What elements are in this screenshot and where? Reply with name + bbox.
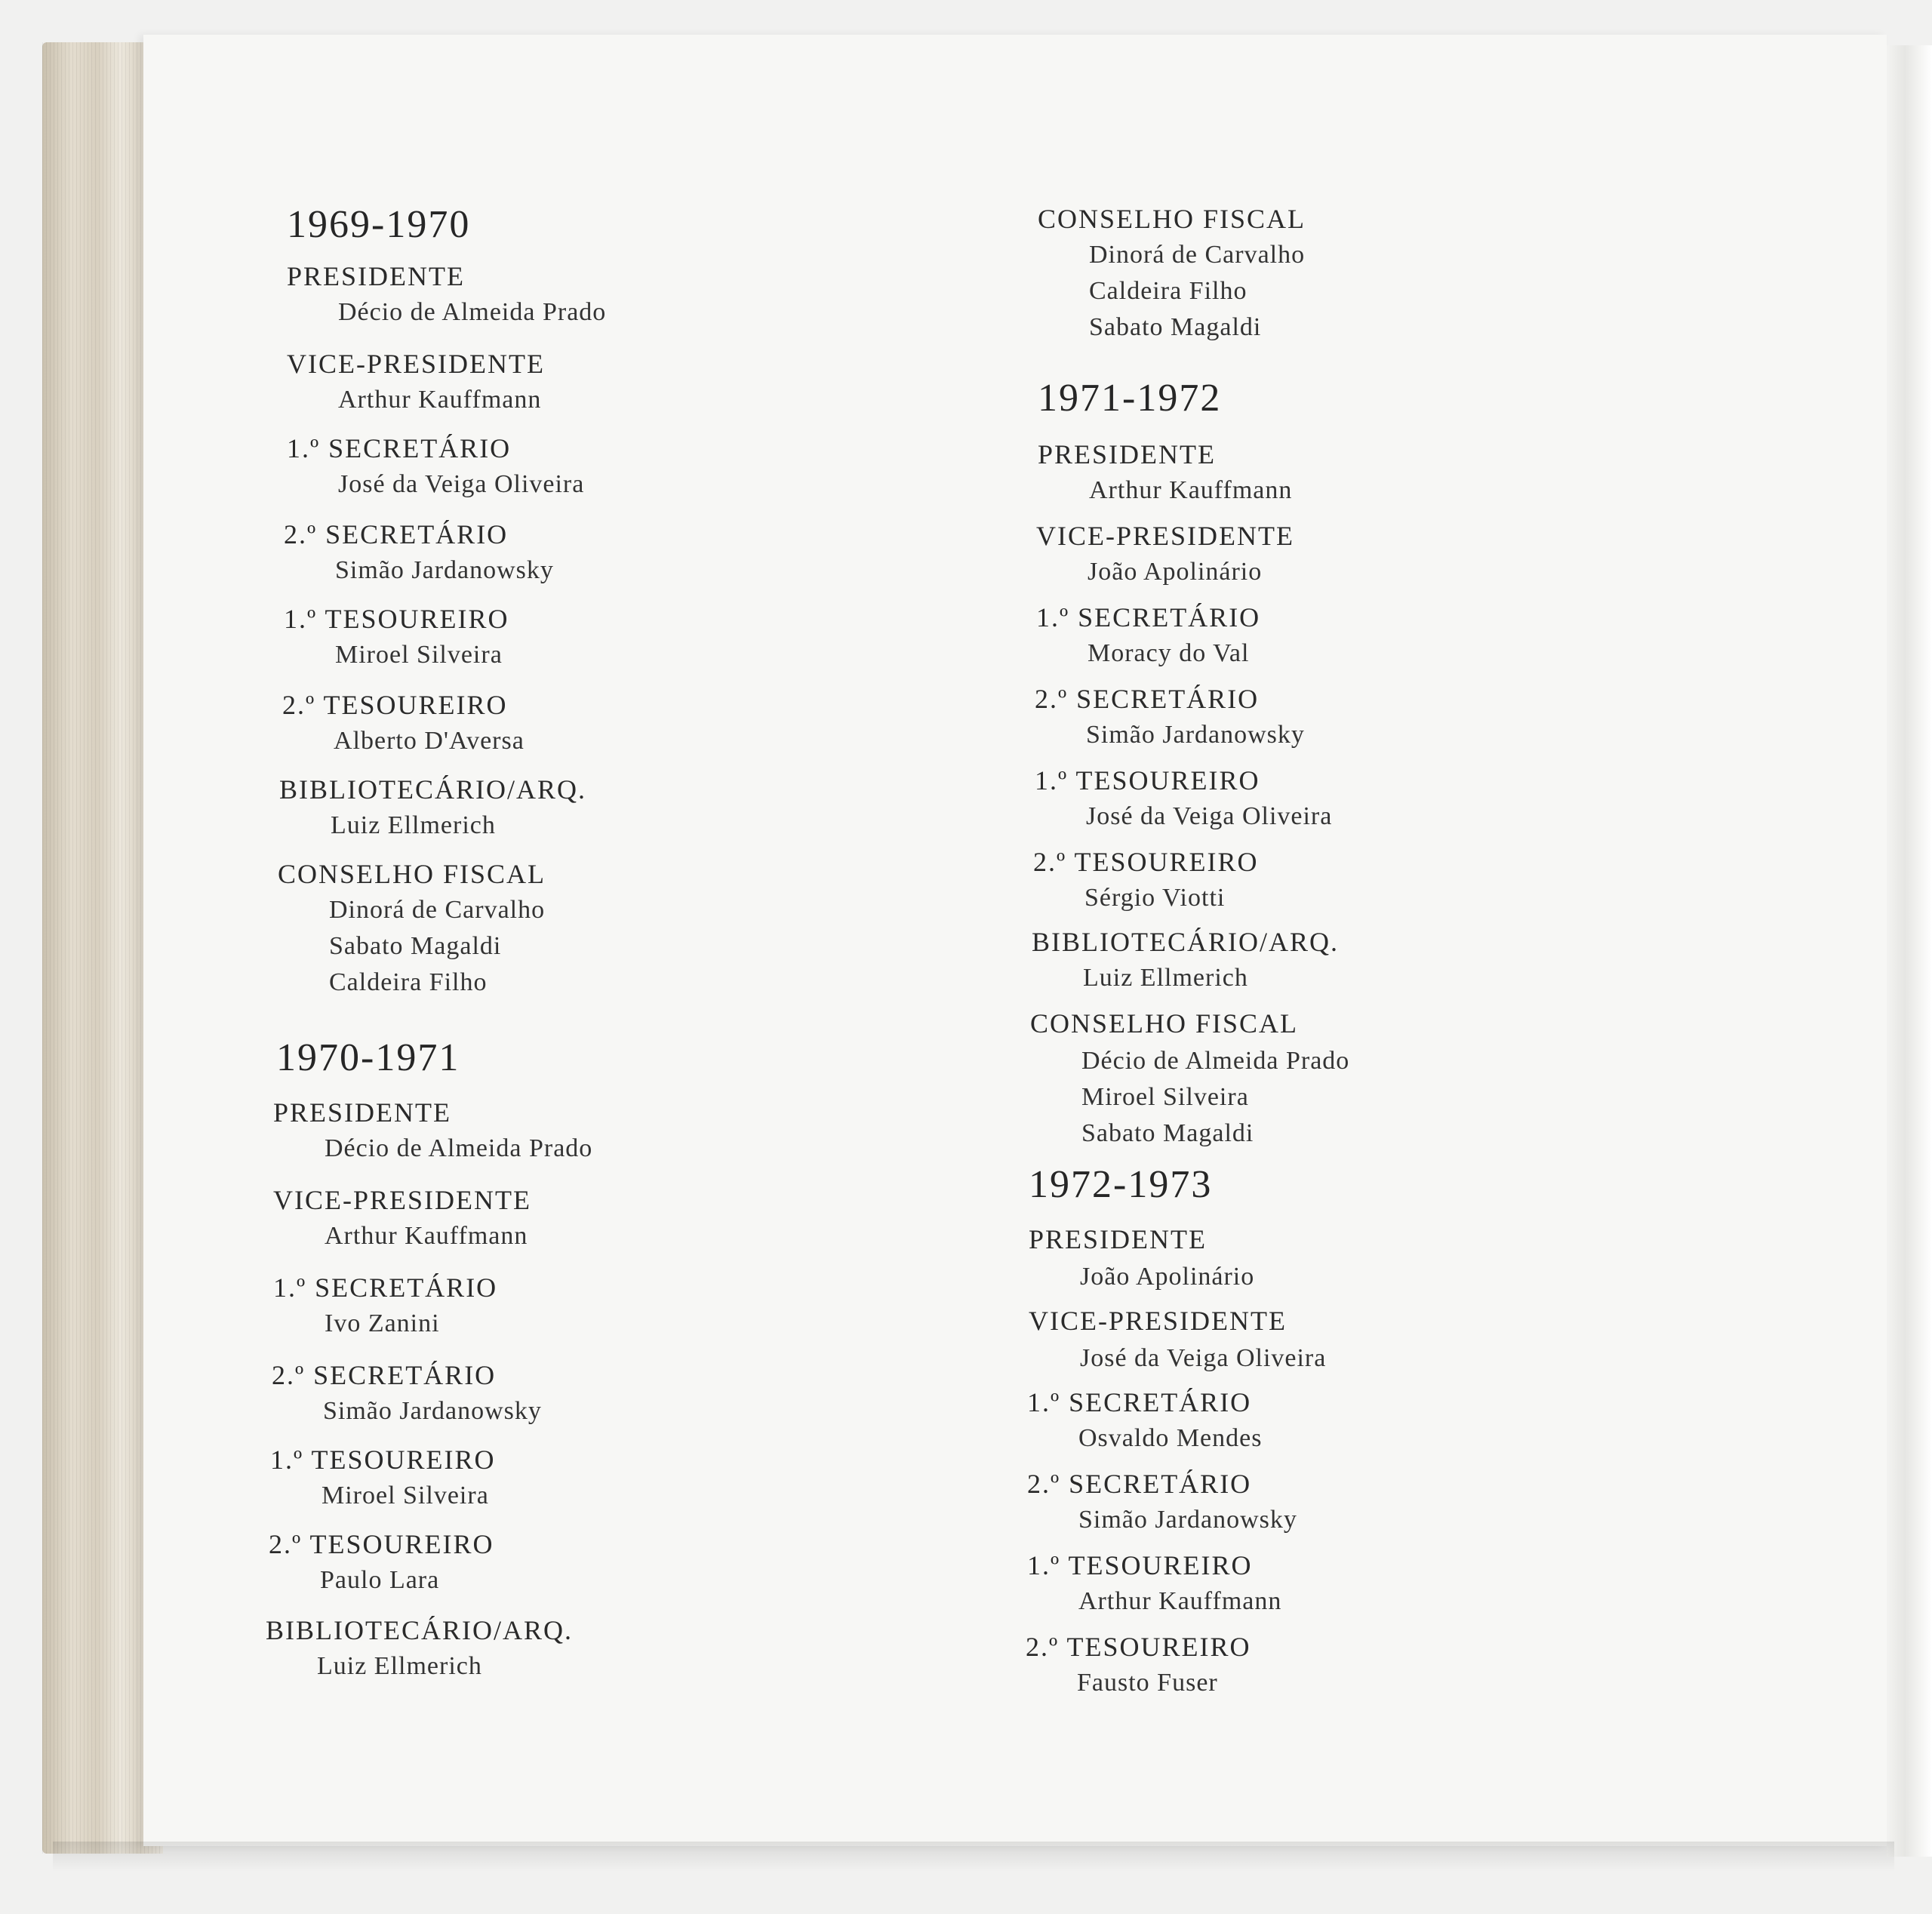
facing-page-edge [1887,45,1932,1857]
term-heading: 1971-1972 [1038,377,1222,420]
role-label: 2.º SECRETÁRIO [284,519,509,549]
role-label: CONSELHO FISCAL [1038,204,1306,234]
member-name: Simão Jardanowsky [335,556,554,584]
term-heading: 1972-1973 [1029,1163,1213,1206]
member-name: Décio de Almeida Prado [325,1134,593,1162]
role-label: 1.º SECRETÁRIO [1036,602,1261,632]
member-name: Simão Jardanowsky [1086,721,1305,749]
role-label: PRESIDENTE [273,1097,451,1128]
role-label: 2.º TESOUREIRO [1026,1632,1251,1662]
member-name: Moracy do Val [1088,639,1250,667]
role-label: 2.º TESOUREIRO [282,690,508,720]
term-heading: 1970-1971 [276,1036,460,1079]
member-name: Luiz Ellmerich [331,811,496,839]
role-label: 2.º SECRETÁRIO [272,1360,497,1390]
member-name: José da Veiga Oliveira [1080,1344,1327,1372]
role-label: BIBLIOTECÁRIO/ARQ. [279,774,586,805]
member-name: Miroel Silveira [1081,1083,1249,1111]
member-name: José da Veiga Oliveira [338,470,585,498]
member-name: Paulo Lara [320,1566,440,1594]
member-name: João Apolinário [1080,1263,1255,1291]
member-name: Décio de Almeida Prado [1081,1047,1350,1075]
member-name: Luiz Ellmerich [317,1652,482,1680]
page-shadow [53,1842,1894,1872]
member-name: Arthur Kauffmann [325,1222,528,1250]
member-name: Sabato Magaldi [329,932,502,960]
term-heading: 1969-1970 [287,203,471,246]
member-name: Caldeira Filho [1089,277,1247,305]
member-name: Dinorá de Carvalho [1089,241,1306,269]
member-name: Fausto Fuser [1077,1669,1218,1697]
member-name: Sérgio Viotti [1084,884,1226,912]
role-label: 1.º TESOUREIRO [270,1445,496,1475]
role-label: 2.º SECRETÁRIO [1027,1469,1252,1499]
role-label: VICE-PRESIDENTE [273,1185,531,1215]
role-label: 1.º SECRETÁRIO [273,1272,498,1303]
member-name: José da Veiga Oliveira [1086,802,1333,830]
member-name: Simão Jardanowsky [323,1397,542,1425]
member-name: Sabato Magaldi [1089,313,1262,341]
member-name: Osvaldo Mendes [1078,1424,1263,1452]
role-label: PRESIDENTE [1029,1224,1207,1254]
role-label: VICE-PRESIDENTE [287,349,545,379]
role-label: CONSELHO FISCAL [1030,1008,1299,1039]
role-label: 2.º SECRETÁRIO [1035,684,1260,714]
member-name: Alberto D'Aversa [334,727,525,755]
role-label: 1.º SECRETÁRIO [1027,1387,1252,1417]
role-label: PRESIDENTE [1038,439,1216,469]
member-name: Ivo Zanini [325,1309,440,1337]
role-label: 2.º TESOUREIRO [269,1529,494,1559]
member-name: Simão Jardanowsky [1078,1506,1297,1534]
member-name: Miroel Silveira [335,641,503,669]
member-name: Caldeira Filho [329,968,488,996]
member-name: Miroel Silveira [321,1482,489,1509]
role-label: PRESIDENTE [287,261,465,291]
member-name: Luiz Ellmerich [1083,964,1248,992]
role-label: 1.º TESOUREIRO [284,604,509,634]
member-name: Arthur Kauffmann [1078,1587,1282,1615]
role-label: CONSELHO FISCAL [278,859,546,889]
member-name: Sabato Magaldi [1081,1119,1254,1147]
role-label: BIBLIOTECÁRIO/ARQ. [266,1615,573,1645]
member-name: Dinorá de Carvalho [329,896,546,924]
role-label: 1.º TESOUREIRO [1027,1550,1253,1580]
member-name: Arthur Kauffmann [1089,476,1293,504]
role-label: BIBLIOTECÁRIO/ARQ. [1032,927,1339,957]
role-label: VICE-PRESIDENTE [1036,521,1294,551]
role-label: 1.º SECRETÁRIO [287,433,512,463]
member-name: Arthur Kauffmann [338,386,542,414]
role-label: 2.º TESOUREIRO [1033,847,1259,877]
member-name: Décio de Almeida Prado [338,298,607,326]
role-label: VICE-PRESIDENTE [1029,1306,1287,1336]
role-label: 1.º TESOUREIRO [1035,765,1260,795]
member-name: João Apolinário [1088,558,1263,586]
